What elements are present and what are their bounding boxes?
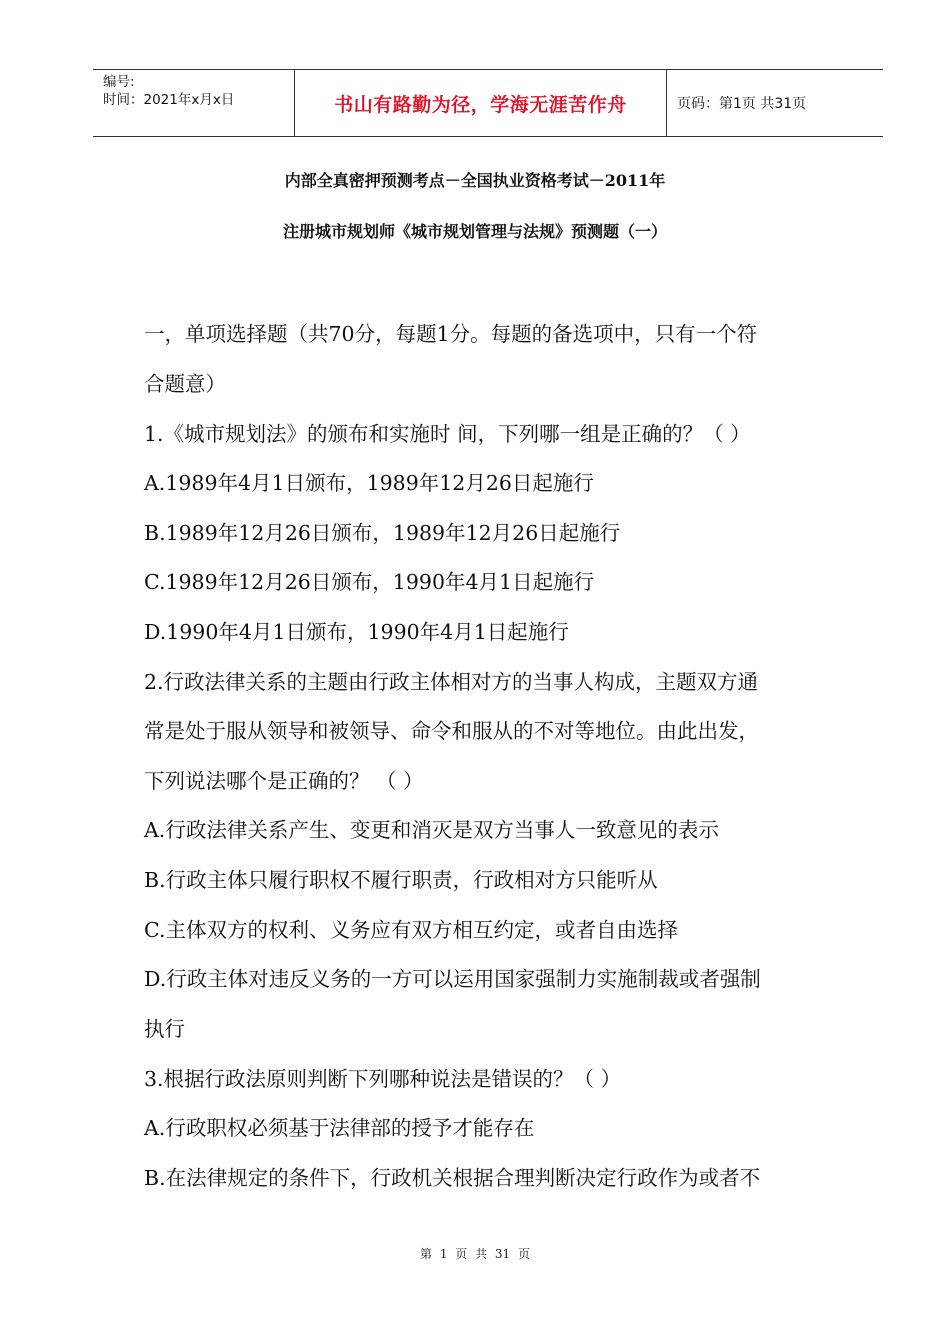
option-line: D.行政主体对违反义务的一方可以运用国家强制力实施制裁或者强制 [144,967,761,991]
header-meta-cell [93,70,295,136]
header-page-cell [667,70,883,136]
option-line: D.1990年4月1日颁布，1990年4月1日起施行 [144,620,569,644]
question-line: 常是处于服从领导和被领导、命令和服从的不对等地位。由此出发， [144,719,759,743]
document-header [93,69,883,137]
header-page-info: 页码：第1页 共31页 [677,96,807,112]
body-line: 一，单项选择题（共70分，每题1分。每题的备选项中，只有一个符 [144,322,758,346]
document-title-line-2: 注册城市规划师《城市规划管理与法规》预测题（一） [282,222,667,241]
serial-label: 编号: [103,74,135,90]
option-line: A.行政法律关系产生、变更和消灭是双方当事人一致意见的表示 [144,818,719,842]
question-line: 2.行政法律关系的主题由行政主体相对方的当事人构成，主题双方通 [144,670,759,694]
option-line: B.在法律规定的条件下，行政机关根据合理判断决定行政作为或者不 [144,1166,761,1190]
option-line: B.1989年12月26日颁布，1989年12月26日起施行 [144,521,621,545]
header-motto-cell [295,70,667,136]
option-line: A.1989年4月1日颁布，1989年12月26日起施行 [144,471,594,495]
question-line: 下列说法哪个是正确的？ （ ） [144,769,424,793]
question-line: 1.《城市规划法》的颁布和实施时 间，下列哪一组是正确的？（ ） [144,422,751,446]
page-footer: 第 1 页 共 31 页 [420,1247,530,1261]
document-title-line-1: 内部全真密押预测考点－全国执业资格考试－2011年 [284,171,666,190]
option-line: A.行政职权必须基于法律部的授予才能存在 [144,1116,535,1140]
option-line: 执行 [144,1017,185,1041]
option-line: C.主体双方的权利、义务应有双方相互约定，或者自由选择 [144,918,678,942]
time-label: 时间：2021年x月x日 [103,92,235,108]
option-line: C.1989年12月26日颁布，1990年4月1日起施行 [144,570,595,594]
option-line: B.行政主体只履行职权不履行职责，行政相对方只能听从 [144,868,658,892]
question-line: 3.根据行政法原则判断下列哪种说法是错误的？（ ） [144,1067,622,1091]
body-line: 合题意） [144,372,226,396]
header-motto: 书山有路勤为径，学海无涯苦作舟 [334,93,627,116]
